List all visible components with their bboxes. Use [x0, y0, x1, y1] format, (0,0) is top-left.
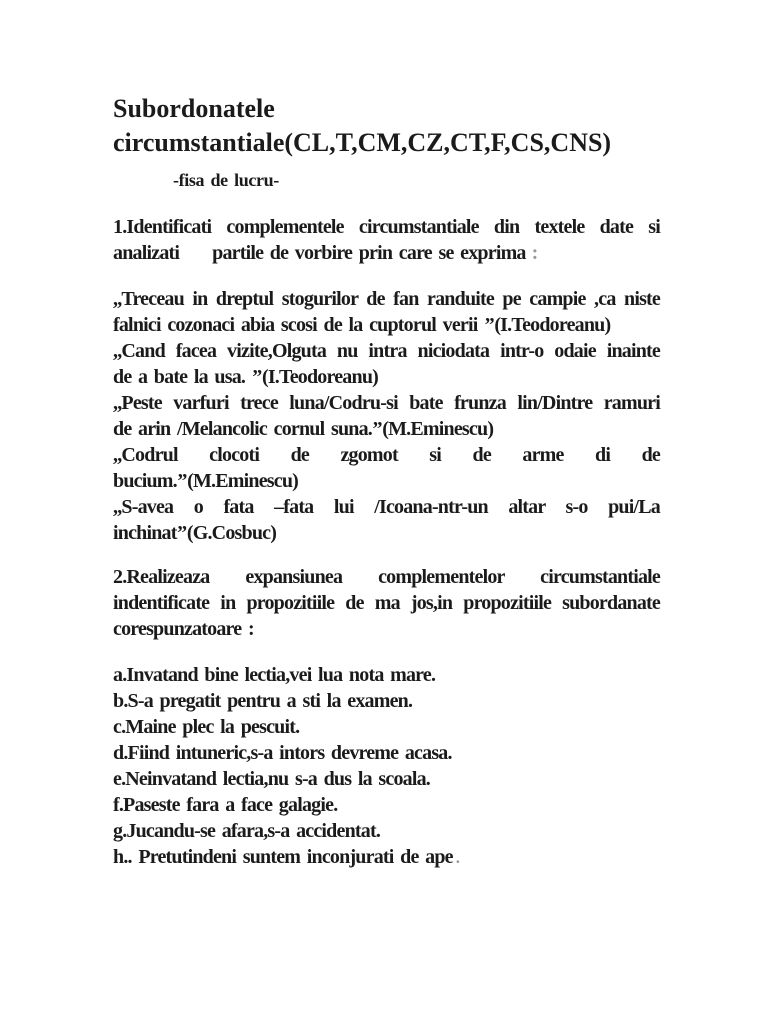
quote-teodoreanu-1-line-1: ,,Treceau in dreptul stogurilor de fan randuite pe campie ,ca niste [113, 288, 660, 310]
document-title [113, 92, 660, 160]
list-item-g: g.Jucandu-se afara,s-a accidentat. [113, 820, 381, 842]
list-item-b: b.S-a pregatit pentru a sti la examen. [113, 690, 413, 712]
exercise-2-line-1: 2.Realizeaza expansiunea complementelor circumstantiale [113, 566, 660, 588]
faint-period: . [455, 848, 460, 867]
quote-eminescu-1-line-2: de arin /Melancolic cornul suna.’’(M.Eminescu) [113, 418, 494, 440]
quote-cosbuc-line-2: inchinat’’(G.Cosbuc) [113, 522, 277, 544]
faint-colon: : [531, 242, 539, 264]
list-item-c: c.Maine plec la pescuit. [113, 716, 300, 738]
sentence-list [113, 662, 660, 871]
exercise-2-instructions [113, 564, 660, 642]
exercise-2-line-3: corespunzatoare : [113, 618, 254, 640]
list-item-h-text: h.. Pretutindeni suntem inconjurati de ape [113, 846, 453, 868]
exercise-1-line-2-text: analizati partile de vorbire prin care se exprima [113, 242, 526, 264]
quote-teodoreanu-1-line-2: falnici cozonaci abia scosi de la cuptorul verii ’’(I.Teodoreanu) [113, 314, 611, 336]
list-item-a: a.Invatand bine lectia,vei lua nota mare. [113, 664, 436, 686]
quote-eminescu-1-line-1: ,,Peste varfuri trece luna/Codru-si bate frunza lin/Dintre ramuri [113, 392, 660, 414]
exercise-1-line-1: 1.Identificati complementele circumstantiale din textele date si [113, 216, 660, 238]
quote-eminescu-2-line-2: bucium.’’(M.Eminescu) [113, 470, 299, 492]
quote-teodoreanu-2-line-1: ,,Cand facea vizite,Olguta nu intra niciodata intr-o odaie inainte [113, 340, 660, 362]
quote-cosbuc-line-1: ,,S-avea o fata –fata lui /Icoana-ntr-un altar s-o pui/La [113, 496, 660, 518]
title-line-1: Subordonatele [113, 94, 275, 123]
exercise-1-instructions [113, 214, 660, 266]
quote-eminescu-2-line-1: ,,Codrul clocoti de zgomot si de arme di de [113, 444, 660, 466]
document-subtitle: -fisa de lucru- [173, 170, 279, 190]
exercise-2-line-2: indentificate in propozitiile de ma jos,in propozitiile subordanate [113, 592, 660, 614]
quote-teodoreanu-2-line-2: de a bate la usa. ’’(I.Teodoreanu) [113, 366, 379, 388]
list-item-h [113, 844, 660, 871]
list-item-f: f.Paseste fara a face galagie. [113, 794, 338, 816]
quoted-texts [113, 286, 660, 546]
list-item-e: e.Neinvatand lectia,nu s-a dus la scoala. [113, 768, 431, 790]
exercise-1-line-2 [113, 240, 660, 266]
title-line-2: circumstantiale(CL,T,CM,CZ,CT,F,CS,CNS) [113, 128, 612, 157]
list-item-d: d.Fiind intuneric,s-a intors devreme acasa. [113, 742, 452, 764]
